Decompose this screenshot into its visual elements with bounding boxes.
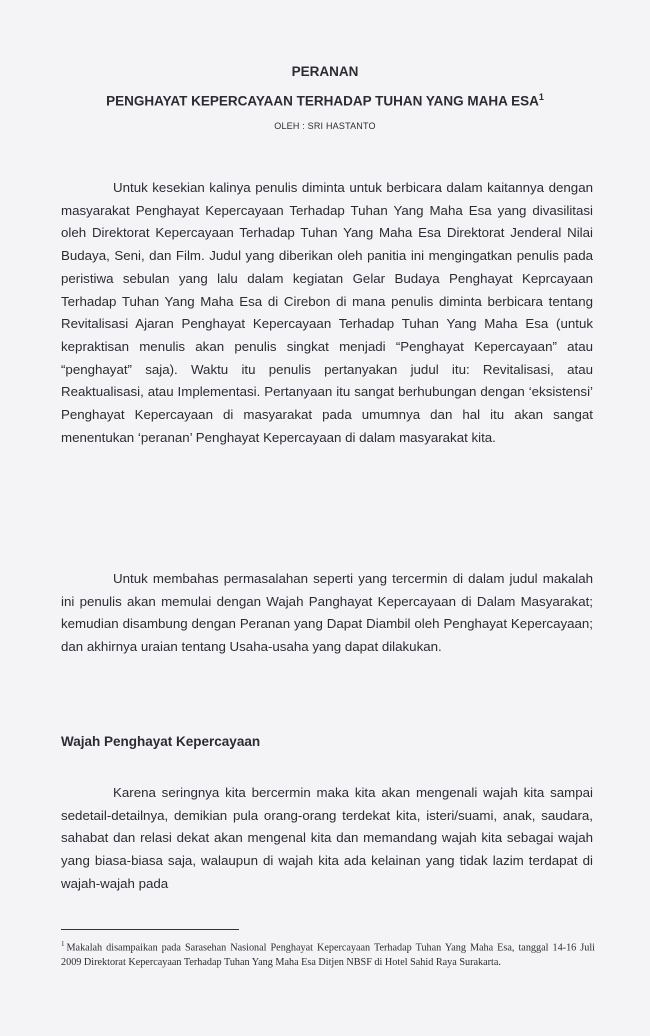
paragraph-1: Untuk kesekian kalinya penulis diminta untuk berbicara dalam kaitannya dengan masyarakat Penghayat Kepercayaan Terhadap Tuhan Yang Maha Esa yang divasilitasi oleh Direktorat Kepercayaan Terhadap Tuhan Yang Maha Esa Direktorat Jenderal Nilai Budaya, Seni, dan Film. Judul yang diberikan oleh panitia ini mengingatkan penulis pada peristiwa sebulan yang lalu dalam kegiatan Gelar Budaya Penghayat Keprcayaan Terhadap Tuhan Yang Maha Esa di Cirebon di mana penulis diminta berbicara tentang Revitalisasi Ajaran Penghayat Kepercayaan Terhadap Tuhan Yang Maha Esa (untuk kepraktisan menulis akan penulis singkat menjadi “Penghayat Kepercayaan” atau “penghayat” saja). Waktu itu penulis pertanyakan judul itu: Revitalisasi, atau Reaktualisasi, atau Implementasi. Pertanyaan itu sangat berhubungan dengan ‘eksistensi’ Penghayat Kepercayaan di masyarakat pada umumnya dan hal itu akan sangat menentukan ‘peranan’ Penghayat Kepercayaan di dalam masyarakat kita. <box>61 180 593 445</box>
paragraph-2: Untuk membahas permasalahan seperti yang tercermin di dalam judul makalah ini penulis akan memulai dengan Wajah Panghayat Kepercayaan di Dalam Masyarakat; kemudian disambung dengan Peranan yang Dapat Diambil oleh Penghayat Kepercayaan; dan akhirnya uraian tentang Usaha-usaha yang dapat dilakukan. <box>61 571 593 655</box>
title-line-1: PERANAN <box>291 64 359 79</box>
title-line-2-text: PENGHAYAT KEPERCAYAAN TERHADAP TUHAN YANG MAHA ESA <box>106 93 539 109</box>
author-line: OLEH : SRI HASTANTO <box>274 121 376 131</box>
paragraph-3: Karena seringnya kita bercermin maka kita akan mengenali wajah kita sampai sedetail-detailnya, demikian pula orang-orang terdekat kita, isteri/suami, anak, saudara, sahabat dan relasi dekat akan mengenal kita dan memandang wajah kita sebagai wajah yang biasa-biasa saja, walaupun di wajah kita ada kelainan yang tidak lazim terdapat di wajah-wajah pada <box>61 785 593 891</box>
footnote <box>61 937 595 970</box>
title-line-2 <box>0 92 650 109</box>
title-footnote-mark: 1 <box>538 92 544 102</box>
footnote-mark: 1 <box>61 940 65 948</box>
section-heading: Wajah Penghayat Kepercayaan <box>61 734 261 749</box>
footnote-text: Makalah disampaikan pada Sarasehan Nasional Penghayat Kepercayaan Terhadap Tuhan Yang Maha Esa, tanggal 14-16 Juli 2009 Direktorat Kepercayaan Terhadap Tuhan Yang Maha Esa Ditjen NBSF di Hotel Sahid Raya Surakarta. <box>61 942 595 968</box>
footnote-divider <box>61 929 239 930</box>
